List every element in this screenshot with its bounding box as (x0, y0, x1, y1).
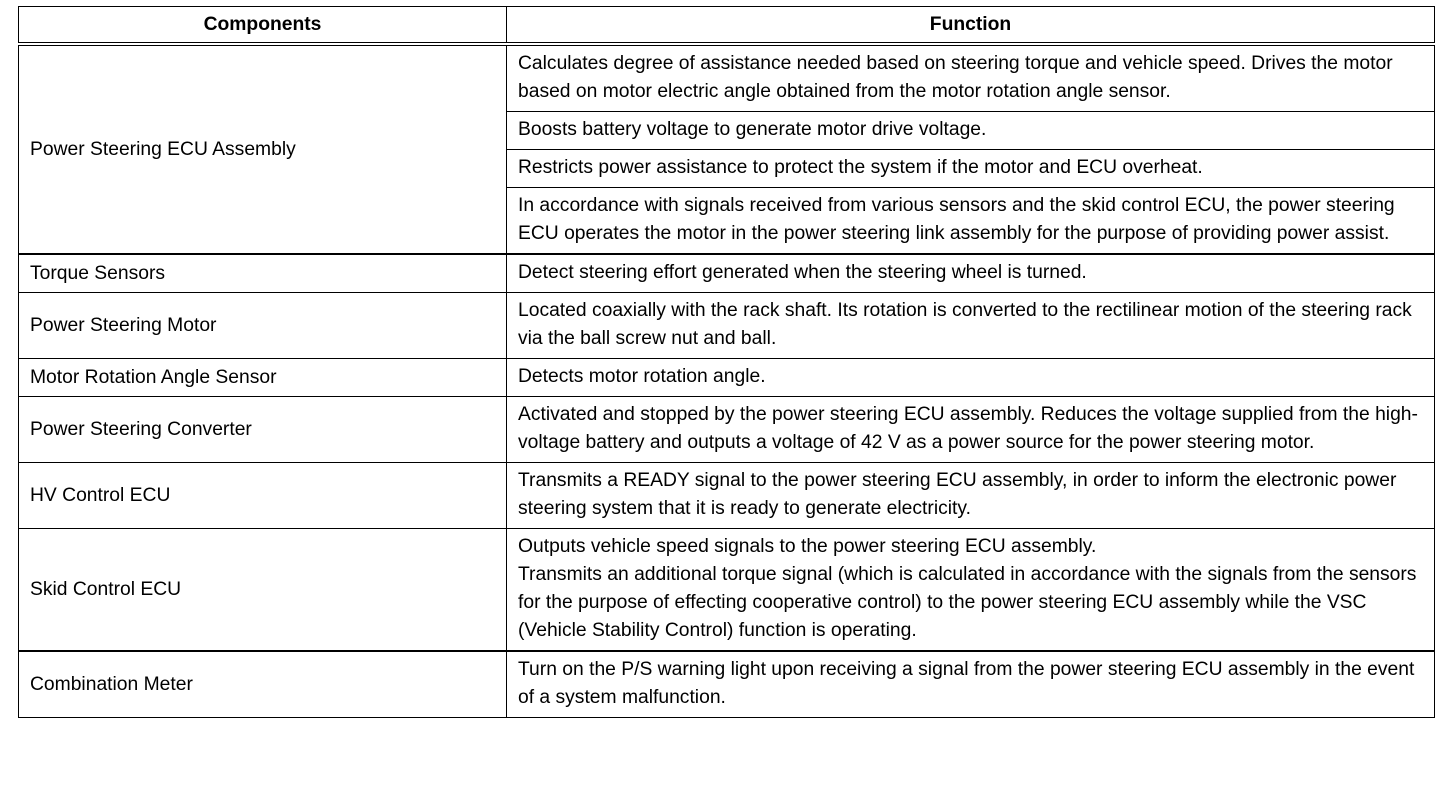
function-line: Outputs vehicle speed signals to the power steering ECU assembly. (518, 536, 1097, 557)
function-cell: Calculates degree of assistance needed based on steering torque and vehicle speed. Drives the motor based on motor electric angle obtained from the motor rotation angle sensor. (507, 44, 1435, 112)
function-cell: Turn on the P/S warning light upon receiving a signal from the power steering ECU assembly in the event of a system malfunction. (507, 651, 1435, 718)
function-cell: Activated and stopped by the power steering ECU assembly. Reduces the voltage supplied from the high-voltage battery and outputs a voltage of 42 V as a power source for the power steering motor. (507, 397, 1435, 463)
function-cell: Located coaxially with the rack shaft. Its rotation is converted to the rectilinear motion of the steering rack via the ball screw nut and ball. (507, 293, 1435, 359)
function-cell (507, 529, 1435, 652)
function-cell: Boosts battery voltage to generate motor drive voltage. (507, 112, 1435, 150)
function-cell: In accordance with signals received from various sensors and the skid control ECU, the power steering ECU operates the motor in the power steering link assembly for the purpose of providing power assist. (507, 188, 1435, 255)
function-cell: Detects motor rotation angle. (507, 359, 1435, 397)
function-cell: Transmits a READY signal to the power steering ECU assembly, in order to inform the electronic power steering system that it is ready to generate electricity. (507, 463, 1435, 529)
header-row (19, 7, 1435, 45)
table-row (19, 44, 1435, 112)
component-cell: Power Steering Converter (19, 397, 507, 463)
table-row (19, 293, 1435, 359)
table-row (19, 529, 1435, 652)
function-line: Transmits an additional torque signal (which is calculated in accordance with the signals from the sensors for the purpose of effecting cooperative control) to the power steering ECU assembly while the VSC (Vehicle Stability Control) function is operating. (518, 564, 1417, 641)
header-components: Components (19, 7, 507, 45)
component-cell: Power Steering Motor (19, 293, 507, 359)
table-row (19, 397, 1435, 463)
function-cell: Detect steering effort generated when the steering wheel is turned. (507, 254, 1435, 293)
component-cell: Skid Control ECU (19, 529, 507, 652)
table-row (19, 651, 1435, 718)
component-cell: HV Control ECU (19, 463, 507, 529)
component-cell: Motor Rotation Angle Sensor (19, 359, 507, 397)
table-row (19, 254, 1435, 293)
header-function: Function (507, 7, 1435, 45)
components-function-table (18, 6, 1435, 718)
component-cell: Power Steering ECU Assembly (19, 44, 507, 254)
component-cell: Torque Sensors (19, 254, 507, 293)
function-cell: Restricts power assistance to protect the system if the motor and ECU overheat. (507, 150, 1435, 188)
table-row (19, 359, 1435, 397)
component-cell: Combination Meter (19, 651, 507, 718)
table-row (19, 463, 1435, 529)
